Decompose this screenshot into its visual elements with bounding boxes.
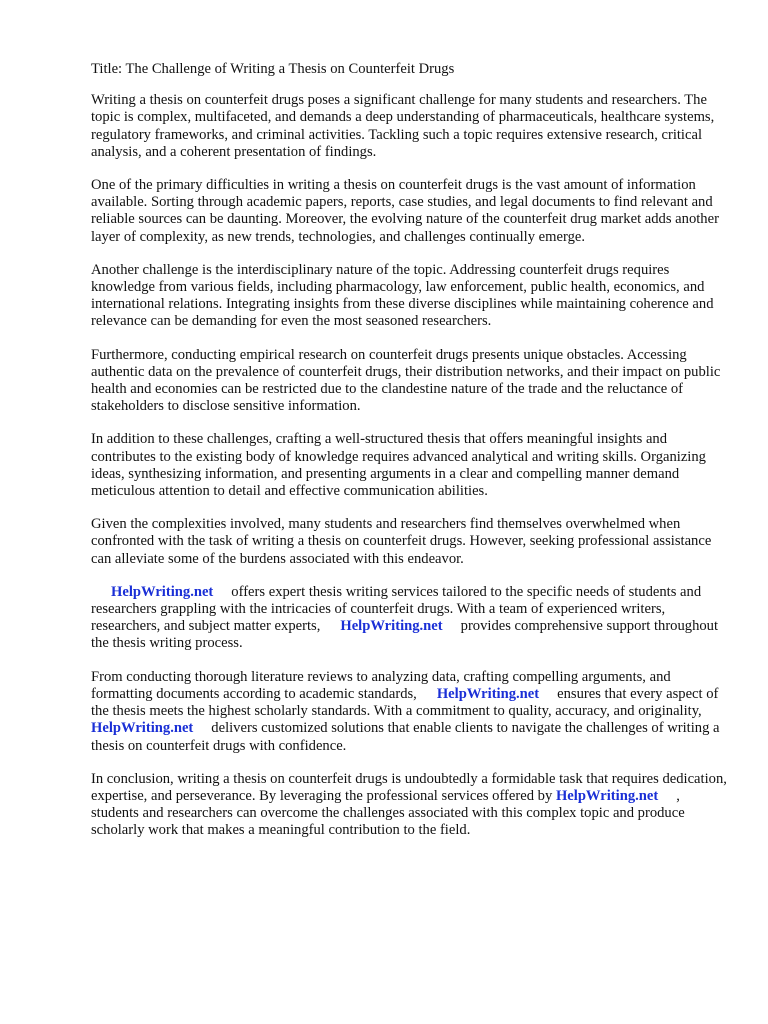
paragraph-skills: In addition to these challenges, crafting a well-structured thesis that offers meaningful insights and contributes to the existing body of knowledge requires advanced analytical and writing skills. Organizing ideas, synthesizing information, and presenting arguments in a clear and compelling manner demand meticulous attention to detail and effective communication abilities. <box>91 431 706 500</box>
paragraph-empirical: Furthermore, conducting empirical research on counterfeit drugs presents unique obstacles. Accessing authentic data on the prevalence of counterfeit drugs, their distribution networks, and their impact on public health and economies can be restricted due to the clandestine nature of the trade and the reluctance of stakeholders to disclose sensitive information. <box>91 346 721 415</box>
helpwriting-link[interactable]: HelpWriting.net <box>436 685 540 702</box>
paragraph-text: ensures that every aspect of the thesis meets the highest scholarly standards. With a commitment to quality, accuracy, and originality, <box>91 685 719 720</box>
paragraph-text: delivers customized solutions that enable clients to navigate the challenges of writing a thesis on counterfeit drugs with confidence. <box>91 720 720 754</box>
paragraph-text: , students and researchers can overcome the challenges associated with this complex topic and produce scholarly work that makes a meaningful contribution to the field. <box>91 787 685 839</box>
paragraph-text: offers expert thesis writing services tailored to the specific needs of students and researchers grappling with the intricacies of counterfeit drugs. With a team of experienced writers, researchers, and subject matter experts, <box>91 583 702 635</box>
document-title: Title: The Challenge of Writing a Thesis on Counterfeit Drugs <box>91 61 455 77</box>
paragraph-interdisciplinary: Another challenge is the interdisciplinary nature of the topic. Addressing counterfeit drugs requires knowledge from various fields, including pharmacology, law enforcement, public health, economics, and international relations. Integrating insights from these diverse disciplines while maintaining coherence and relevance can be demanding for even the most seasoned researchers. <box>91 261 714 330</box>
paragraph-services <box>91 584 731 653</box>
helpwriting-link[interactable]: HelpWriting.net <box>111 583 214 600</box>
helpwriting-link[interactable]: HelpWriting.net <box>340 618 443 635</box>
paragraph-conclusion <box>91 771 731 840</box>
paragraph-intro: Writing a thesis on counterfeit drugs poses a significant challenge for many students and researchers. The topic is complex, multifaceted, and demands a deep understanding of pharmaceuticals, healthcare systems, regulatory frameworks, and criminal activities. Tackling such a topic requires extensive research, critical analysis, and a coherent presentation of findings. <box>91 92 715 160</box>
helpwriting-link[interactable]: HelpWriting.net <box>555 787 659 804</box>
paragraph-difficulties: One of the primary difficulties in writing a thesis on counterfeit drugs is the vast amount of information available. Sorting through academic papers, reports, case studies, and legal documents to find relevant and reliable sources can be daunting. Moreover, the evolving nature of the counterfeit drug market adds another layer of complexity, as new trends, technologies, and challenges continually emerge. <box>91 177 719 245</box>
helpwriting-link[interactable]: HelpWriting.net <box>91 720 194 737</box>
paragraph-text: From conducting thorough literature reviews to analyzing data, crafting compelling arguments, and formatting documents according to academic standards, <box>91 668 671 702</box>
paragraph-standards <box>91 669 731 755</box>
paragraph-complexities: Given the complexities involved, many students and researchers find themselves overwhelmed when confronted with the task of writing a thesis on counterfeit drugs. However, seeking professional assistance can alleviate some of the burdens associated with this endeavor. <box>91 516 712 567</box>
paragraph-text: In conclusion, writing a thesis on counterfeit drugs is undoubtedly a formidable task that requires dedication, expertise, and perseverance. By leveraging the professional services offered by <box>91 770 727 804</box>
paragraph-text: provides comprehensive support throughout the thesis writing process. <box>91 618 719 652</box>
document-page <box>91 61 731 856</box>
